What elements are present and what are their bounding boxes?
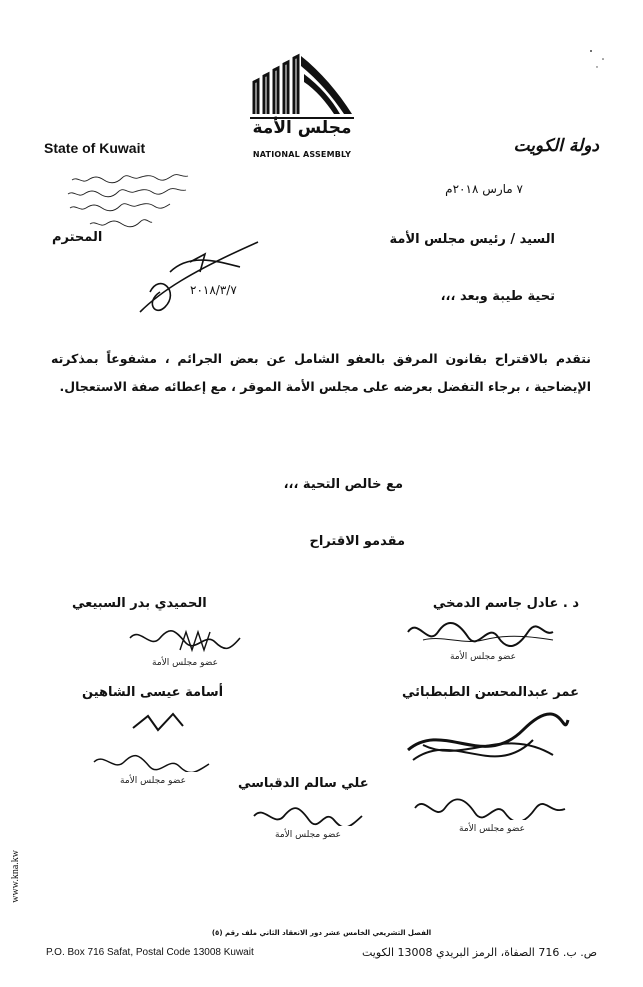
national-assembly-logo [246,32,358,162]
signature-1 [403,612,563,662]
closing: مع خالص التحية ،،، [283,477,403,492]
received-stamp-signature [130,232,270,322]
state-name-arabic: دولة الكويت [513,136,599,156]
signature-scribble-4b [88,744,218,772]
signature-caption-1: عضو مجلس الأمة [450,652,516,662]
respected-label: المحترم [52,230,103,245]
signature-caption-5: عضو مجلس الأمة [275,830,341,840]
signature-scribble-1 [403,612,563,648]
signature-2 [120,620,250,680]
scan-specks [583,45,613,75]
signature-scribble-2 [120,620,250,654]
signature-caption-4: عضو مجلس الأمة [120,776,186,786]
signature-scribble-5 [248,796,368,826]
logo-arabic-text: مجلس الأمة [252,118,352,138]
signature-caption-3: عضو مجلس الأمة [459,824,525,834]
signature-scribble-3a [403,710,573,780]
footer-address-english: P.O. Box 716 Safat, Postal Code 13008 Kuwait [46,947,254,958]
letter-date: ٧ مارس ٢٠١٨م [445,182,523,196]
signature-5 [248,796,368,841]
signature-caption-2: عضو مجلس الأمة [152,658,218,668]
footer-session-note: الفصل التشريعي الخامس عشر دور الانعقاد الثاني ملف رقم (٥) [211,929,432,937]
signature-4 [88,744,218,789]
signatory-name-1: د . عادل جاسم الدمخي [432,596,579,611]
logo-english-text: NATIONAL ASSEMBLY [252,150,352,159]
signatory-name-5: علي سالم الدقباسي [238,776,369,791]
stamp-date: ٢٠١٨/٣/٧ [190,283,237,297]
addressee: السيد / رئيس مجلس الأمة [389,232,555,247]
signature-scribble-4a [128,708,188,738]
signatory-name-2: الحميدي بدر السبيعي [72,596,207,611]
state-name-english: State of Kuwait [44,140,146,156]
greeting: تحية طيبة وبعد ،،، [440,289,555,304]
signature-3 [407,786,577,836]
letter-body: نتقدم بالاقتراح بقانون المرفق بالعفو الشامل عن بعض الجرائم ، مشفوعاً بمذكرته الإيضاحية ، برجاء التفضل بعرضه على مجلس الأمة الموقر ، مع إعطائه صفة الاستعجال. [51,351,591,394]
signatory-name-3: عمر عبدالمحسن الطبطبائي [402,685,579,700]
side-website-url: www.kna.kw [10,850,21,903]
signatory-name-4: أسامة عيسى الشاهين [82,685,224,700]
footer-address-arabic: ص. ب. 716 الصفاة، الرمز البريدي 13008 الكويت [361,946,597,959]
signature-scribble-3b [407,786,577,820]
proposers-title: مقدمو الاقتراح [309,534,405,549]
